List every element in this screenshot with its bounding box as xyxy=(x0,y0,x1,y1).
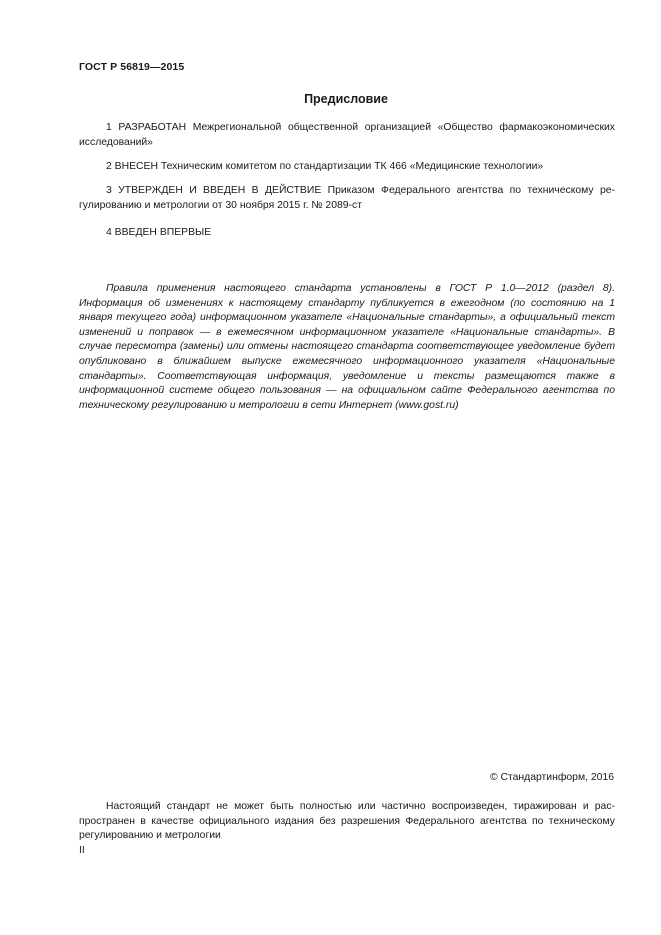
foreword-item-approved: 3 УТВЕРЖДЕН И ВВЕДЕН В ДЕЙСТВИЕ Приказом Федерального агентства по техническому регулированию и метрологии от 30 ноября 2015 г. № 2089-ст xyxy=(79,185,615,211)
page-number: II xyxy=(79,845,85,856)
foreword-item-introduced: 2 ВНЕСЕН Техническим комитетом по стандартизации ТК 466 «Медицинские технологии» xyxy=(106,161,544,172)
copyright-line: © Стандартинформ, 2016 xyxy=(489,772,614,783)
page-title: Предисловие xyxy=(304,92,388,106)
application-rules-note: Правила применения настоящего стандарта установлены в ГОСТ Р 1.0—2012 (раздел 8). Информация об изменениях к настоящему стандарту публикуется в ежегодном (по состоянию на 1 января текущего года) информационном указателе «Национальные стандарты», а официальный текст изменений и поправок — в ежемесячном информационном указателе «Национальные стандарты». В случае пересмотра (замены) или отмены настоящего стандарта соответствующее уведомление будет опубликовано в ближайшем выпуске ежемесячного информационного указателя «Национальные стандарты». Соответствующая информация, уведомление и тексты размещаются также в информационной системе общего пользования — на официальном сайте Федерального агентства по техническому регулированию и метрологии в сети Интернет (www.gost.ru) xyxy=(79,283,615,411)
foreword-item-first-introduced: 4 ВВЕДЕН ВПЕРВЫЕ xyxy=(106,227,212,238)
document-code-header: ГОСТ Р 56819—2015 xyxy=(79,61,185,73)
reproduction-notice: Настоящий стандарт не может быть полностью или частично воспроизведен, тиражирован и распространен в качестве официального издания без разрешения Федерального агентства по техническому регулированию и метрологии xyxy=(79,801,615,842)
foreword-item-developed: 1 РАЗРАБОТАН Межрегиональной общественной организацией «Общество фармакоэкономических исследований» xyxy=(79,122,615,148)
